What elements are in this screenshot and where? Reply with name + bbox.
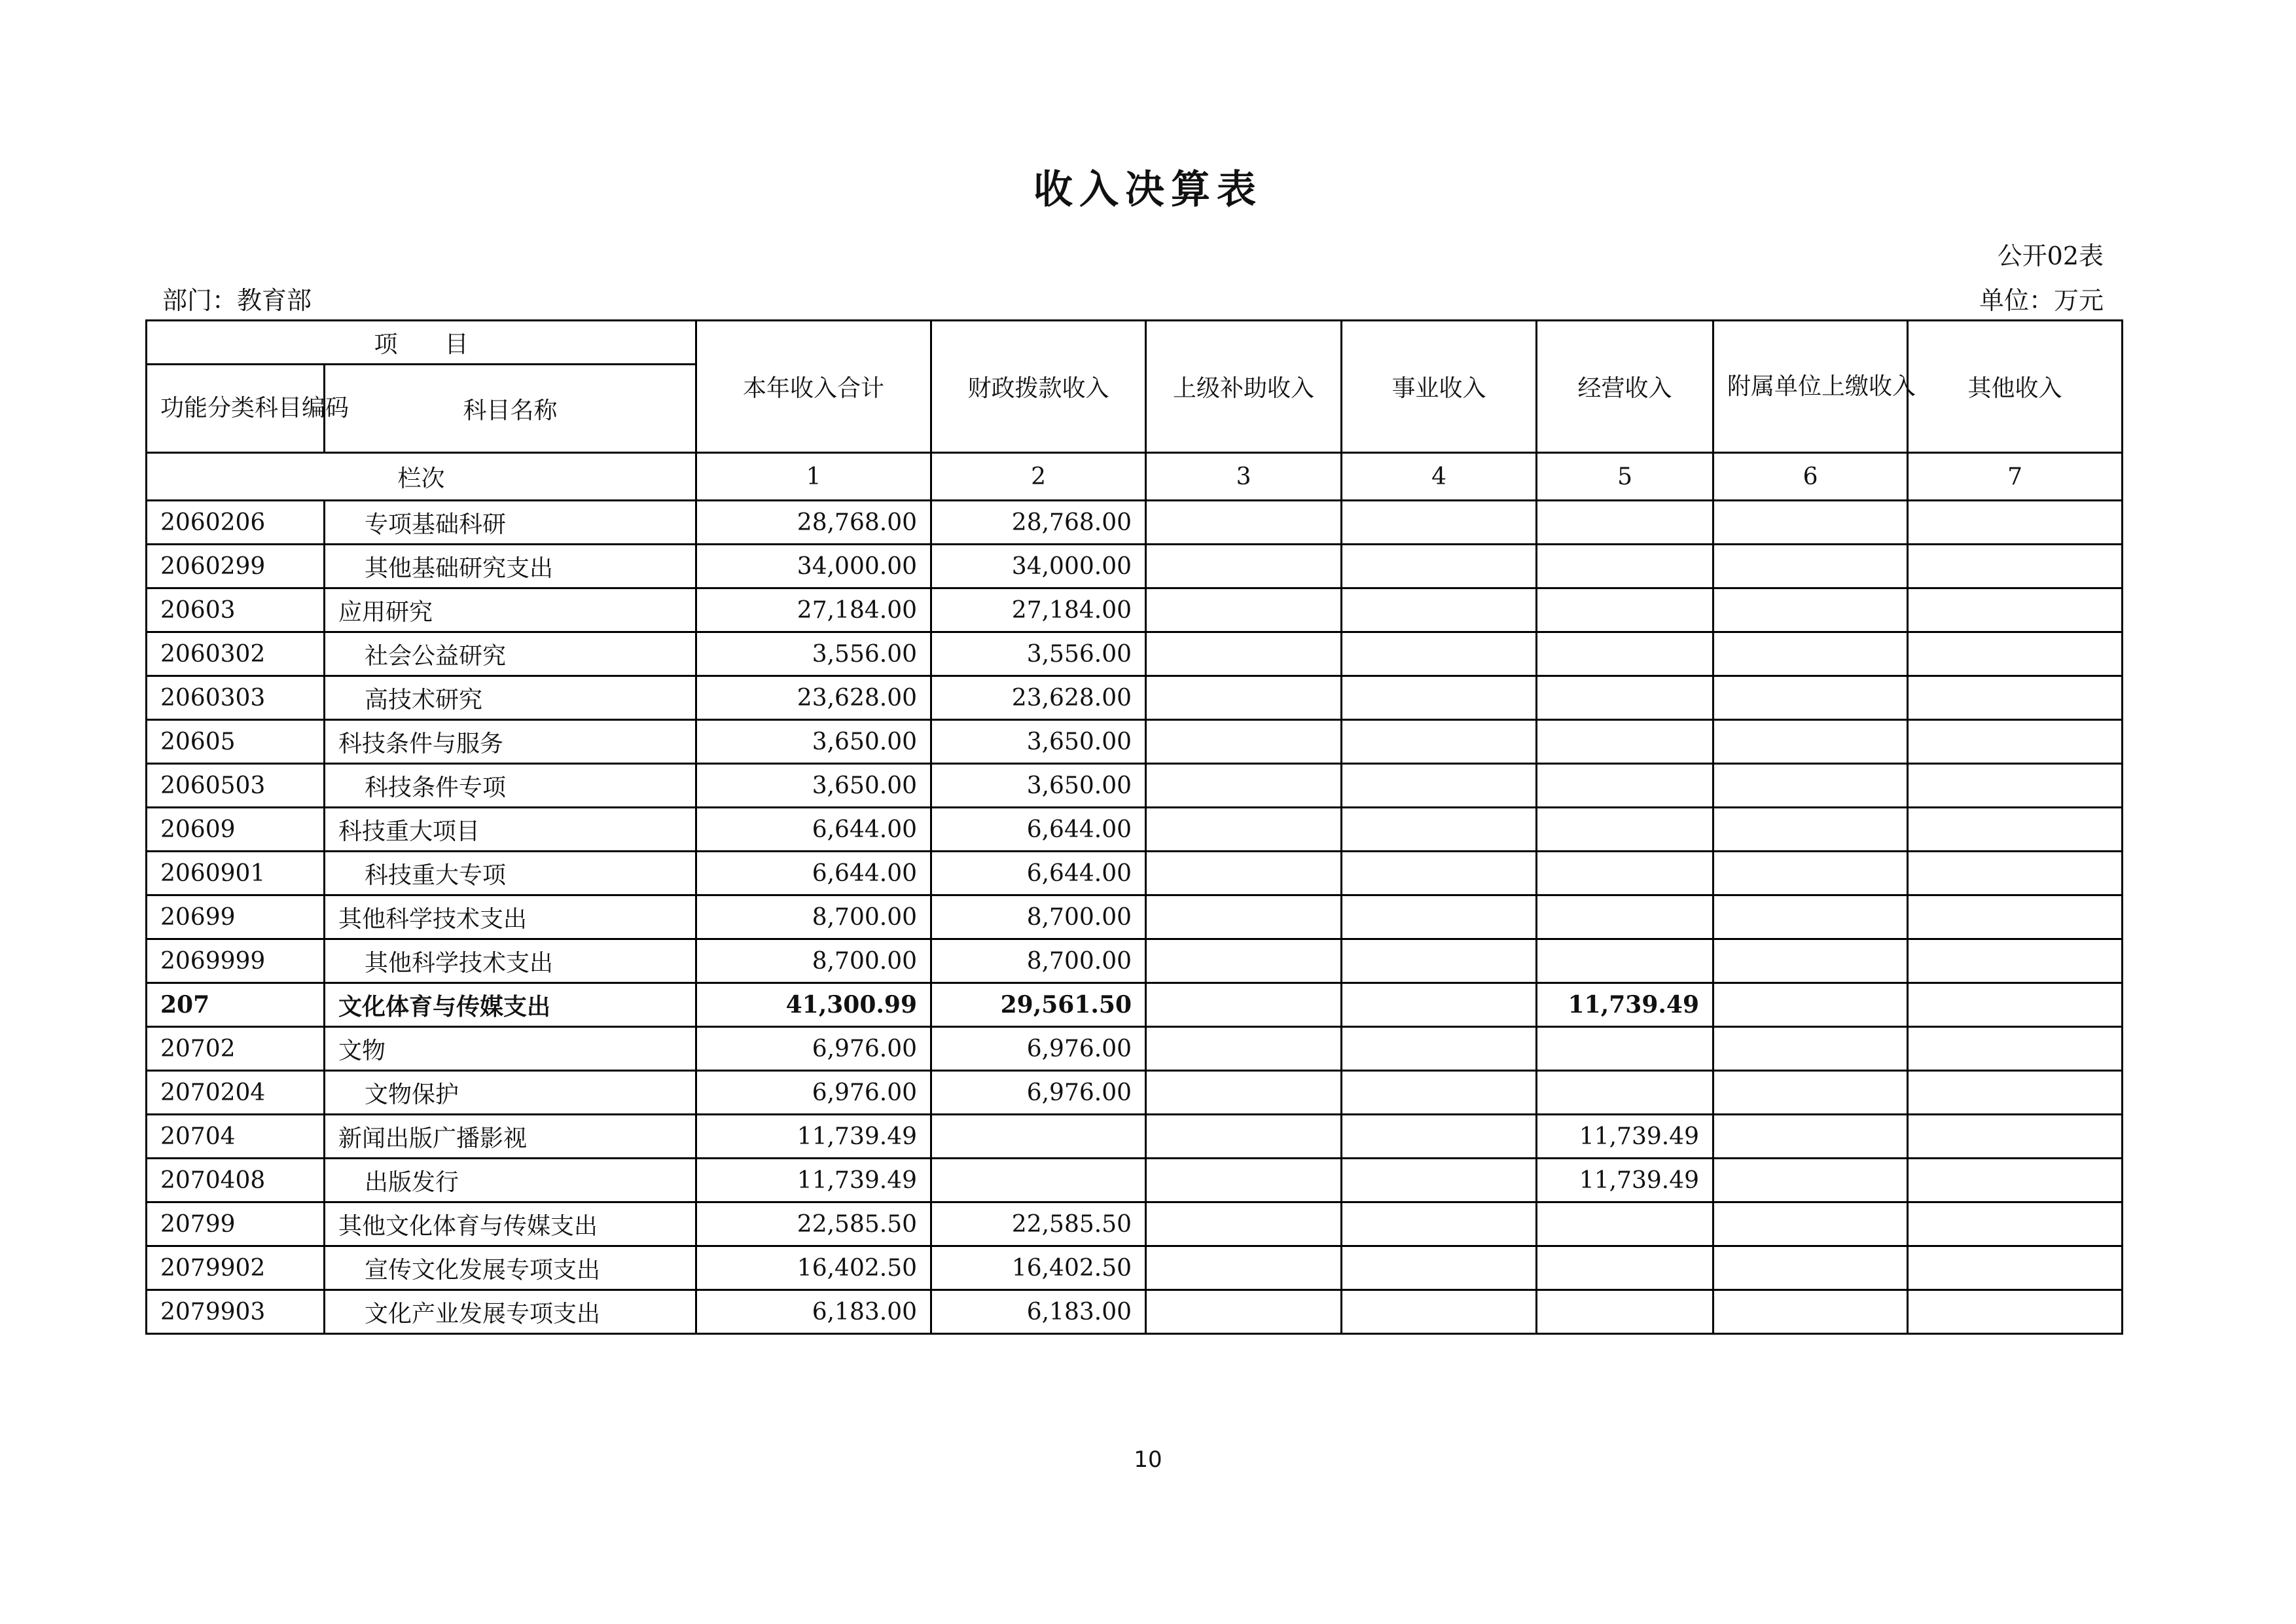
subject-code: 2060901: [147, 852, 325, 895]
col-num: 3: [1146, 453, 1342, 501]
amount-cell: [1537, 808, 1713, 852]
row-label: 栏次: [147, 453, 696, 501]
amount-cell: 11,739.49: [1537, 983, 1713, 1027]
amount-cell: [1342, 588, 1537, 632]
amount-cell: [1146, 632, 1342, 676]
amount-cell: [1713, 632, 1908, 676]
form-number: 公开02表: [1997, 242, 2104, 270]
amount-cell: 16,402.50: [696, 1246, 931, 1290]
header-col-affiliate: 附属单位上缴收入: [1713, 321, 1908, 453]
subject-code: 2069999: [147, 939, 325, 983]
amount-cell: [1342, 676, 1537, 720]
amount-cell: [1713, 1027, 1908, 1071]
amount-cell: [1342, 632, 1537, 676]
amount-cell: [1342, 1027, 1537, 1071]
amount-cell: [1146, 720, 1342, 764]
amount-cell: 6,644.00: [696, 808, 931, 852]
amount-cell: [1146, 1290, 1342, 1334]
col-num: 1: [696, 453, 931, 501]
amount-cell: 6,183.00: [696, 1290, 931, 1334]
amount-cell: 23,628.00: [696, 676, 931, 720]
header-col-fiscal: 财政拨款收入: [931, 321, 1146, 453]
header-row-1: [147, 321, 2123, 365]
amount-cell: [1908, 720, 2123, 764]
amount-cell: [1908, 501, 2123, 545]
amount-cell: [1908, 1115, 2123, 1159]
subject-code: 20699: [147, 895, 325, 939]
amount-cell: 8,700.00: [931, 939, 1146, 983]
amount-cell: [1146, 588, 1342, 632]
amount-cell: [1342, 1115, 1537, 1159]
amount-cell: 23,628.00: [931, 676, 1146, 720]
subject-code: 2079903: [147, 1290, 325, 1334]
table-row: [147, 632, 2123, 676]
amount-cell: [1713, 676, 1908, 720]
amount-cell: 3,556.00: [931, 632, 1146, 676]
col-num: 5: [1537, 453, 1713, 501]
subject-name: 社会公益研究: [325, 632, 696, 676]
subject-code: 2060299: [147, 545, 325, 588]
amount-cell: 8,700.00: [696, 895, 931, 939]
amount-cell: [1342, 852, 1537, 895]
subject-name: 文化产业发展专项支出: [325, 1290, 696, 1334]
table-row: [147, 852, 2123, 895]
table-row: [147, 1290, 2123, 1334]
subject-name: 文化体育与传媒支出: [325, 983, 696, 1027]
header-code: 功能分类科目编码: [147, 365, 325, 453]
subject-code: 2060302: [147, 632, 325, 676]
subject-name: 其他基础研究支出: [325, 545, 696, 588]
subject-code: 2060503: [147, 764, 325, 808]
amount-cell: 3,650.00: [696, 764, 931, 808]
amount-cell: [1342, 720, 1537, 764]
col-num: 4: [1342, 453, 1537, 501]
amount-cell: [1908, 632, 2123, 676]
table-row: [147, 720, 2123, 764]
amount-cell: [1146, 852, 1342, 895]
amount-cell: [1537, 501, 1713, 545]
amount-cell: [1537, 895, 1713, 939]
subject-name: 其他科学技术支出: [325, 895, 696, 939]
amount-cell: [1537, 852, 1713, 895]
amount-cell: [1146, 983, 1342, 1027]
amount-cell: [1146, 501, 1342, 545]
amount-cell: [1908, 588, 2123, 632]
amount-cell: 6,976.00: [931, 1027, 1146, 1071]
amount-cell: [1908, 983, 2123, 1027]
amount-cell: 8,700.00: [696, 939, 931, 983]
column-number-row: [147, 453, 2123, 501]
amount-cell: [1146, 895, 1342, 939]
col-num: 7: [1908, 453, 2123, 501]
amount-cell: [1908, 808, 2123, 852]
subject-name: 新闻出版广播影视: [325, 1115, 696, 1159]
amount-cell: 11,739.49: [1537, 1159, 1713, 1202]
amount-cell: [1342, 983, 1537, 1027]
subject-code: 20605: [147, 720, 325, 764]
amount-cell: [1146, 1071, 1342, 1115]
amount-cell: [1537, 1290, 1713, 1334]
amount-cell: [1908, 1246, 2123, 1290]
amount-cell: [1537, 720, 1713, 764]
amount-cell: 3,556.00: [696, 632, 931, 676]
table-row: [147, 808, 2123, 852]
amount-cell: 34,000.00: [696, 545, 931, 588]
amount-cell: [1713, 1246, 1908, 1290]
amount-cell: [1537, 632, 1713, 676]
amount-cell: 28,768.00: [931, 501, 1146, 545]
table-row: [147, 1027, 2123, 1071]
amount-cell: [1537, 588, 1713, 632]
header-col-operation: 经营收入: [1537, 321, 1713, 453]
amount-cell: [1537, 545, 1713, 588]
amount-cell: [1342, 895, 1537, 939]
department-label: 部门：教育部: [162, 286, 312, 315]
amount-cell: 29,561.50: [931, 983, 1146, 1027]
amount-cell: 8,700.00: [931, 895, 1146, 939]
amount-cell: 3,650.00: [931, 720, 1146, 764]
amount-cell: 41,300.99: [696, 983, 931, 1027]
amount-cell: [1713, 983, 1908, 1027]
amount-cell: [1908, 1159, 2123, 1202]
amount-cell: [1908, 939, 2123, 983]
table-row: [147, 983, 2123, 1027]
amount-cell: [1146, 1027, 1342, 1071]
amount-cell: [1146, 1202, 1342, 1246]
subject-name: 宣传文化发展专项支出: [325, 1246, 696, 1290]
amount-cell: [1908, 1071, 2123, 1115]
amount-cell: [1908, 676, 2123, 720]
amount-cell: [931, 1159, 1146, 1202]
subject-name: 科技重大项目: [325, 808, 696, 852]
amount-cell: 11,739.49: [696, 1115, 931, 1159]
amount-cell: [1537, 1202, 1713, 1246]
page-number: 10: [1134, 1447, 1162, 1473]
amount-cell: 11,739.49: [696, 1159, 931, 1202]
amount-cell: [1908, 895, 2123, 939]
amount-cell: [1713, 808, 1908, 852]
amount-cell: 6,183.00: [931, 1290, 1146, 1334]
amount-cell: [1537, 1027, 1713, 1071]
header-col-superior: 上级补助收入: [1146, 321, 1342, 453]
subject-name: 科技条件与服务: [325, 720, 696, 764]
amount-cell: 3,650.00: [931, 764, 1146, 808]
header-col-total: 本年收入合计: [696, 321, 931, 453]
table-row: [147, 939, 2123, 983]
header-col-business: 事业收入: [1342, 321, 1537, 453]
table-row: [147, 1202, 2123, 1246]
amount-cell: [1537, 676, 1713, 720]
amount-cell: [1342, 1290, 1537, 1334]
amount-cell: 11,739.49: [1537, 1115, 1713, 1159]
subject-code: 20702: [147, 1027, 325, 1071]
subject-name: 高技术研究: [325, 676, 696, 720]
subject-code: 20603: [147, 588, 325, 632]
subject-name: 其他文化体育与传媒支出: [325, 1202, 696, 1246]
amount-cell: [1713, 720, 1908, 764]
table-row: [147, 1071, 2123, 1115]
amount-cell: 6,644.00: [931, 852, 1146, 895]
amount-cell: [1146, 808, 1342, 852]
amount-cell: [1146, 939, 1342, 983]
amount-cell: 27,184.00: [696, 588, 931, 632]
subject-code: 2070408: [147, 1159, 325, 1202]
subject-name: 专项基础科研: [325, 501, 696, 545]
amount-cell: 34,000.00: [931, 545, 1146, 588]
amount-cell: [1537, 1071, 1713, 1115]
amount-cell: 3,650.00: [696, 720, 931, 764]
table-row: [147, 764, 2123, 808]
amount-cell: 6,976.00: [696, 1071, 931, 1115]
amount-cell: 6,644.00: [931, 808, 1146, 852]
amount-cell: [1713, 545, 1908, 588]
amount-cell: 22,585.50: [931, 1202, 1146, 1246]
subject-name: 文物: [325, 1027, 696, 1071]
subject-code: 2060303: [147, 676, 325, 720]
table-row: [147, 545, 2123, 588]
amount-cell: [1342, 764, 1537, 808]
subject-code: 2060206: [147, 501, 325, 545]
amount-cell: [1342, 545, 1537, 588]
table-row: [147, 1115, 2123, 1159]
amount-cell: 6,976.00: [931, 1071, 1146, 1115]
subject-name: 出版发行: [325, 1159, 696, 1202]
amount-cell: [1537, 939, 1713, 983]
amount-cell: [1342, 501, 1537, 545]
amount-cell: [1713, 1290, 1908, 1334]
amount-cell: [1713, 939, 1908, 983]
amount-cell: [1342, 1246, 1537, 1290]
table-row: [147, 895, 2123, 939]
subject-code: 20704: [147, 1115, 325, 1159]
subject-name: 应用研究: [325, 588, 696, 632]
table-row: [147, 676, 2123, 720]
amount-cell: 22,585.50: [696, 1202, 931, 1246]
amount-cell: [1908, 1290, 2123, 1334]
subject-name: 其他科学技术支出: [325, 939, 696, 983]
amount-cell: [1146, 1115, 1342, 1159]
amount-cell: [1537, 764, 1713, 808]
amount-cell: [1146, 545, 1342, 588]
header-name: 科目名称: [325, 365, 696, 453]
amount-cell: [1342, 808, 1537, 852]
amount-cell: [1342, 939, 1537, 983]
amount-cell: [1342, 1159, 1537, 1202]
amount-cell: [1342, 1071, 1537, 1115]
amount-cell: 6,644.00: [696, 852, 931, 895]
table-row: [147, 501, 2123, 545]
amount-cell: [1146, 1159, 1342, 1202]
subject-code: 207: [147, 983, 325, 1027]
amount-cell: [1713, 852, 1908, 895]
amount-cell: [1713, 1159, 1908, 1202]
amount-cell: [1146, 764, 1342, 808]
amount-cell: [1713, 588, 1908, 632]
subject-code: 20799: [147, 1202, 325, 1246]
amount-cell: [1713, 1115, 1908, 1159]
amount-cell: [931, 1115, 1146, 1159]
header-col-other: 其他收入: [1908, 321, 2123, 453]
amount-cell: [1908, 1202, 2123, 1246]
amount-cell: [1908, 545, 2123, 588]
amount-cell: 16,402.50: [931, 1246, 1146, 1290]
table-body: [147, 321, 2123, 1334]
amount-cell: [1908, 764, 2123, 808]
amount-cell: 28,768.00: [696, 501, 931, 545]
amount-cell: 27,184.00: [931, 588, 1146, 632]
header-item: 项 目: [147, 321, 696, 365]
amount-cell: [1908, 1027, 2123, 1071]
amount-cell: [1146, 676, 1342, 720]
income-table: [145, 319, 2123, 1335]
subject-code: 2079902: [147, 1246, 325, 1290]
unit-label: 单位：万元: [1979, 286, 2104, 315]
subject-name: 科技条件专项: [325, 764, 696, 808]
subject-name: 文物保护: [325, 1071, 696, 1115]
page-title: 收入决算表: [1033, 167, 1263, 213]
amount-cell: [1713, 764, 1908, 808]
amount-cell: [1146, 1246, 1342, 1290]
amount-cell: [1537, 1246, 1713, 1290]
subject-name: 科技重大专项: [325, 852, 696, 895]
amount-cell: [1713, 895, 1908, 939]
amount-cell: [1908, 852, 2123, 895]
amount-cell: [1713, 501, 1908, 545]
col-num: 6: [1713, 453, 1908, 501]
subject-code: 20609: [147, 808, 325, 852]
subject-code: 2070204: [147, 1071, 325, 1115]
amount-cell: [1713, 1071, 1908, 1115]
table-row: [147, 588, 2123, 632]
amount-cell: 6,976.00: [696, 1027, 931, 1071]
table-row: [147, 1159, 2123, 1202]
amount-cell: [1713, 1202, 1908, 1246]
col-num: 2: [931, 453, 1146, 501]
amount-cell: [1342, 1202, 1537, 1246]
table-row: [147, 1246, 2123, 1290]
